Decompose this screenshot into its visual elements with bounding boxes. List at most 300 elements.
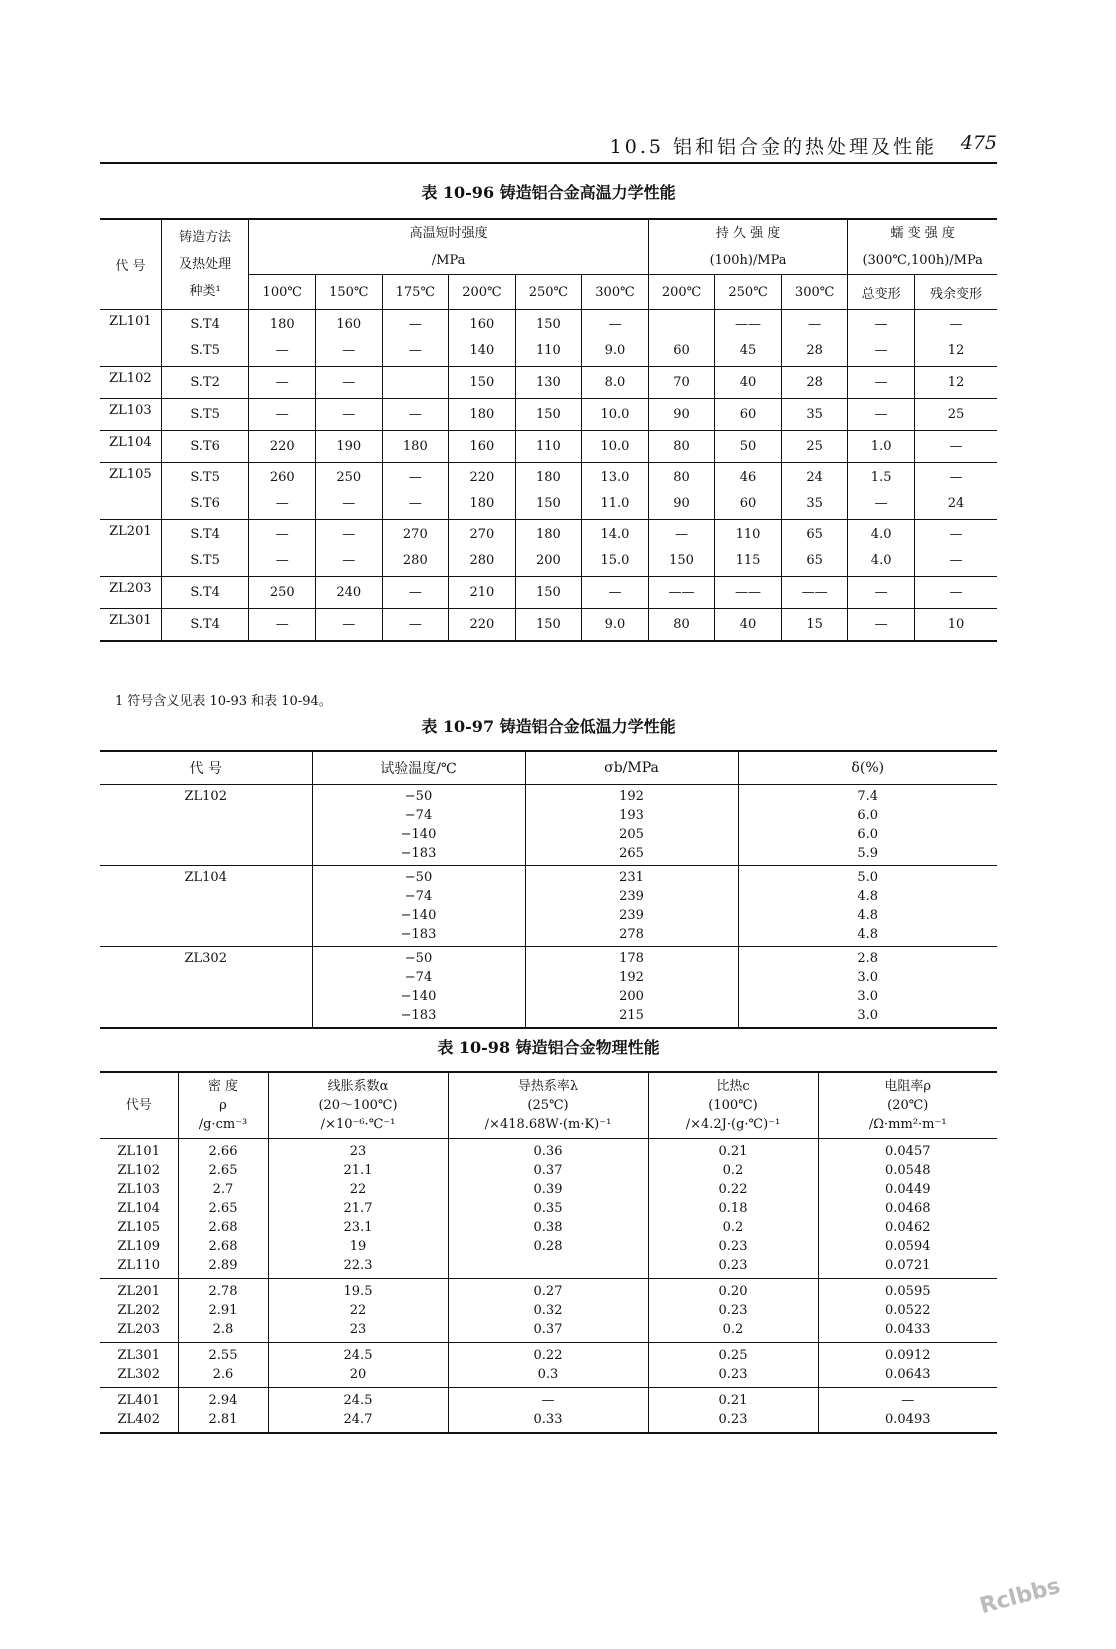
c-cell [648,1388,818,1434]
cell-line: 0.20 [718,1284,748,1299]
cell-line: 150 [536,407,561,422]
value-cell [316,609,383,642]
value-cell [515,520,582,577]
cell-line: — [408,585,422,600]
cell-line: 220 [469,617,495,632]
value-cell [848,463,915,520]
cell-line: 0.21 [718,1144,748,1159]
value-cell [848,431,915,463]
cell-line: ZL101 [117,1144,160,1159]
cell-line: 0.27 [533,1284,563,1299]
cell-line: 0.23 [718,1367,748,1382]
cell-line: /×4.2J·(g·℃)⁻¹ [685,1117,781,1132]
cell-line: 110 [536,343,561,358]
cell-line: 22.3 [343,1258,373,1273]
column-header [818,1072,997,1139]
cell-line: 2.91 [208,1303,238,1318]
cell-line: 205 [619,827,644,842]
cell-line: (25℃) [527,1098,569,1113]
alloy-code: ZL301 [100,609,161,642]
value-cell [249,367,316,399]
value-cell [161,463,249,520]
cell-line: S.T6 [190,496,220,511]
temp-header: 200℃ [449,275,516,310]
cell-line: 0.22 [718,1182,748,1197]
cell-line: 2.94 [208,1393,238,1408]
rho-cell [178,1139,268,1279]
sb-cell [525,866,738,947]
cell-line: 265 [619,846,644,861]
value-cell [382,463,449,520]
cell-line: 4.0 [870,527,892,542]
value-cell [449,310,516,367]
table-row [100,1343,997,1388]
cell-line: S.T4 [190,317,220,332]
table-footnote: 1 符号含义见表 10-93 和表 10-94。 [115,694,332,709]
code-cell [100,1139,178,1279]
cell-line: 24 [947,496,965,511]
temp-header: 残余变形 [914,275,997,310]
cell-line: 21.7 [343,1201,373,1216]
cell-line: — [342,617,356,632]
cell-line: 线胀系数α [327,1079,389,1094]
cell-line: 270 [469,527,495,542]
value-cell [648,577,715,609]
cell-line: 3.0 [857,989,879,1004]
cell-line: — [949,470,963,485]
cell-line: −183 [400,846,437,861]
value-cell [515,609,582,642]
value-cell [382,310,449,367]
table-row [100,310,997,367]
cell-line: ZL201 [117,1284,160,1299]
table-10-97 [100,750,997,1029]
cell-line: — [275,343,289,358]
cell-line: 0.0548 [885,1163,931,1178]
cell-line: 2.7 [212,1182,234,1197]
cell-line: 2.8 [212,1322,234,1337]
cell-line: 铸造方法 [179,230,232,245]
value-cell [781,367,848,399]
table-row [100,866,997,947]
cell-line: S.T5 [190,407,220,422]
cell-line: 电阻率ρ [884,1079,932,1094]
value-cell [249,399,316,431]
cell-line: — [874,585,888,600]
value-cell [914,310,997,367]
watermark: Rclbbs [977,1573,1063,1620]
cell-line: 25 [806,439,823,454]
cell-line: ZL401 [117,1393,160,1408]
cell-line: /MPa [431,253,466,268]
table-row [100,399,997,431]
cell-line: 200 [619,989,644,1004]
value-cell [582,609,649,642]
header-row [100,751,997,785]
cell-line: S.T4 [190,617,220,632]
cell-line: — [342,553,356,568]
cell-line: 0.36 [533,1144,563,1159]
cell-line: 280 [469,553,495,568]
cell-line: −183 [400,1008,437,1023]
lam-cell [448,1139,648,1279]
cell-line: — [675,527,688,542]
cell-line: 持 久 强 度 [715,226,781,241]
cell-line: 2.68 [208,1239,238,1254]
cell-line: — [408,343,422,358]
value-cell [249,520,316,577]
cell-line: — [949,527,963,542]
cell-line: 0.0493 [885,1412,931,1427]
cell-line: 13.0 [600,470,630,485]
cell-line: 35 [806,496,823,511]
d-cell [738,866,997,947]
cell-line: 210 [469,585,495,600]
value-cell [382,609,449,642]
res-cell [818,1388,997,1434]
cell-line: 2.89 [208,1258,238,1273]
cell-line: — [541,1393,555,1408]
cell-line: 11.0 [600,496,630,511]
column-header [268,1072,448,1139]
value-cell [249,463,316,520]
code-cell [100,1343,178,1388]
value-cell [582,399,649,431]
table-row [100,1139,997,1279]
cell-line: — [342,343,356,358]
cell-line: 种类¹ [189,284,221,299]
cell-line: 0.35 [533,1201,563,1216]
value-cell [648,310,715,367]
value-cell [449,463,516,520]
rho-cell [178,1279,268,1343]
value-cell [648,399,715,431]
cell-line: 8.0 [604,375,626,390]
value-cell [316,577,383,609]
cell-line: S.T5 [190,553,220,568]
value-cell [515,310,582,367]
table-row [100,1279,997,1343]
cell-line: 2.68 [208,1220,238,1235]
alloy-code [100,947,312,1029]
cell-line: ZL203 [117,1322,160,1337]
table-row [100,463,997,520]
cell-line: 21.1 [343,1163,373,1178]
cell-line: ZL202 [117,1303,160,1318]
cell-line: 178 [619,951,644,966]
cell-line: 80 [673,617,690,632]
cell-line: 150 [536,585,561,600]
cell-line: 0.0912 [885,1348,931,1363]
value-cell [848,609,915,642]
rho-cell [178,1388,268,1434]
cell-line: 260 [269,470,295,485]
cell-line: ZL103 [117,1182,160,1197]
c-cell [648,1343,818,1388]
alloy-code: ZL104 [100,431,161,463]
cell-line: 2.55 [208,1348,238,1363]
cell-line: 40 [739,375,757,390]
table-10-97-caption: 表 10-97 铸造铝合金低温力学性能 [421,717,676,736]
cell-line: 15.0 [600,553,630,568]
value-cell [781,431,848,463]
cell-line: 28 [806,375,823,390]
cell-line [449,1256,648,1275]
cell-line: 46 [739,470,757,485]
alloy-code [100,866,312,947]
value-cell [316,399,383,431]
cell-line: 代号 [125,1098,152,1113]
cell-line: 65 [806,553,823,568]
table-10-98 [100,1071,997,1434]
cell-line: — [342,527,356,542]
cell-line: 140 [469,343,495,358]
cell-line: −140 [400,989,437,1004]
cell-line: 80 [673,470,690,485]
cell-line: (100℃) [708,1098,758,1113]
cell-line: 4.8 [857,927,879,942]
column-header [448,1072,648,1139]
cell-line: — [342,407,356,422]
cell-line: 0.38 [533,1220,563,1235]
column-header [100,1072,178,1139]
value-cell [249,609,316,642]
cell-line: (100h)/MPa [709,253,787,268]
cell-line: S.T5 [190,470,220,485]
cell-line: −74 [404,970,433,985]
cell-line: 5.0 [857,870,879,885]
cell-line: −50 [404,951,433,966]
cell-line: — [949,439,963,454]
cell-line: 导热系率λ [517,1079,579,1094]
cell-line: ZL102 [117,1163,160,1178]
value-cell [161,431,249,463]
temp-header: 250℃ [715,275,782,310]
cell-line: ZL301 [117,1348,160,1363]
cell-line: —— [735,317,762,332]
cell-line: — [408,317,422,332]
table-10-96 [100,218,997,642]
cell-line: 0.23 [718,1303,748,1318]
alloy-code-text: ZL104 [184,870,227,885]
cell-line: 60 [739,407,757,422]
endur-header [648,219,848,275]
cell-line: 0.0462 [885,1220,931,1235]
value-cell [449,609,516,642]
value-cell [582,310,649,367]
cell-line: 40 [739,617,757,632]
cell-line: ZL104 [117,1201,160,1216]
column-header [648,1072,818,1139]
temp-header: 175℃ [382,275,449,310]
cell-line: ρ [219,1098,227,1113]
cell-line: 150 [469,375,495,390]
c-cell [648,1139,818,1279]
alpha-cell [268,1139,448,1279]
cell-line: 0.3 [537,1367,559,1382]
value-cell [781,310,848,367]
lam-cell [448,1343,648,1388]
cell-line: S.T6 [190,439,220,454]
cell-line: /×10⁻⁶·℃⁻¹ [320,1117,396,1132]
cell-line: 150 [536,617,561,632]
value-cell [382,367,449,399]
value-cell [715,609,782,642]
cell-line: 239 [619,889,644,904]
cell-line: 10.0 [600,439,630,454]
value-cell [848,310,915,367]
cell-line: 3.0 [857,970,879,985]
value-cell [582,431,649,463]
cell-line: 12 [947,375,965,390]
value-cell [161,609,249,642]
column-header: σb/MPa [525,751,738,785]
value-cell [449,367,516,399]
cell-line: −74 [404,808,433,823]
cell-line: — [608,585,622,600]
cell-line: S.T5 [190,343,220,358]
c-cell [648,1279,818,1343]
value-cell [914,520,997,577]
cell-line: — [408,407,422,422]
cell-line: 231 [619,870,644,885]
cell-line: 0.25 [718,1348,748,1363]
cell-line: 5.9 [857,846,879,861]
short-header [249,219,648,275]
temp-cell [312,947,525,1029]
cell-line: 6.0 [857,808,879,823]
cell-line: 0.0433 [885,1322,931,1337]
cell-line: 高温短时强度 [409,226,488,241]
value-cell [715,310,782,367]
cell-line: 192 [619,789,644,804]
d-cell [738,947,997,1029]
cell-line: 160 [469,439,495,454]
value-cell [382,399,449,431]
cell-line: 28 [806,343,823,358]
alloy-code: ZL105 [100,463,161,520]
cell-line: 60 [673,343,690,358]
cell-line: 0.0468 [885,1201,931,1216]
cell-line: 0.28 [533,1239,563,1254]
section-title: 10.5 铝和铝合金的热处理及性能 [609,136,937,158]
cell-line: ZL109 [117,1239,160,1254]
value-cell [161,367,249,399]
alloy-code: ZL103 [100,399,161,431]
page-header [100,122,997,164]
value-cell [781,577,848,609]
code-cell [100,1388,178,1434]
column-header: δ(%) [738,751,997,785]
cell-line: 220 [269,439,295,454]
res-cell [818,1139,997,1279]
cell-line: 50 [739,439,757,454]
cell-line: 0.0721 [885,1258,931,1273]
value-cell [914,367,997,399]
res-cell [818,1343,997,1388]
sb-cell [525,947,738,1029]
value-cell [249,310,316,367]
value-cell [582,463,649,520]
value-cell [582,520,649,577]
cell-line: 0.0643 [885,1367,931,1382]
cell-line: 270 [402,527,428,542]
cell-line: 2.65 [208,1163,238,1178]
cell-line: 0.2 [722,1322,744,1337]
cell-line: −183 [400,927,437,942]
cell-line: 90 [673,407,690,422]
cell-line: 0.21 [718,1393,748,1408]
value-cell [715,520,782,577]
cell-line: 130 [536,375,561,390]
cell-line: 0.23 [718,1239,748,1254]
temp-cell [312,785,525,866]
cell-line: — [949,553,963,568]
cell-line: 4.0 [870,553,892,568]
cell-line [383,369,449,396]
cell-line: — [342,375,356,390]
cell-line: 0.33 [533,1412,563,1427]
cell-line: 35 [806,407,823,422]
cell-line: 0.18 [718,1201,748,1216]
cell-line: 20 [349,1367,367,1382]
cell-line: 2.78 [208,1284,238,1299]
cell-line: /×418.68W·(m·K)⁻¹ [484,1117,612,1132]
cell-line: —— [668,585,695,600]
cell-line: 2.81 [208,1412,238,1427]
cell-line: — [949,585,963,600]
value-cell [161,310,249,367]
cell-line: 22 [349,1303,367,1318]
code-header: 代 号 [115,259,146,274]
cell-line: ZL110 [117,1258,160,1273]
cell-line: — [874,343,888,358]
table-10-98-caption: 表 10-98 铸造铝合金物理性能 [437,1038,660,1057]
cell-line: 2.8 [857,951,879,966]
value-cell [449,399,516,431]
value-cell [648,520,715,577]
cell-line: 蠕 变 强 度 [890,226,955,241]
cell-line: (300℃,100h)/MPa [862,253,983,268]
cell-line: 2.6 [212,1367,234,1382]
value-cell [648,431,715,463]
table-row [100,431,997,463]
cell-line: 193 [619,808,644,823]
cell-line: — [408,470,422,485]
value-cell [848,367,915,399]
value-cell [316,431,383,463]
value-cell [648,609,715,642]
cell-line: 70 [673,375,690,390]
cell-line: 250 [269,585,295,600]
value-cell [382,520,449,577]
value-cell [715,463,782,520]
value-cell [249,431,316,463]
alloy-code: ZL203 [100,577,161,609]
temp-header: 300℃ [582,275,649,310]
value-cell [449,520,516,577]
value-cell [382,577,449,609]
cell-line: 比热c [716,1079,750,1094]
cell-line: −140 [400,908,437,923]
cell-line: S.T4 [190,527,220,542]
cell-line: 19 [349,1239,367,1254]
cell-line: /Ω·mm²·m⁻¹ [868,1117,947,1132]
cell-line: ZL402 [117,1412,160,1427]
cell-line: 150 [669,553,694,568]
value-cell [515,367,582,399]
value-cell [914,399,997,431]
